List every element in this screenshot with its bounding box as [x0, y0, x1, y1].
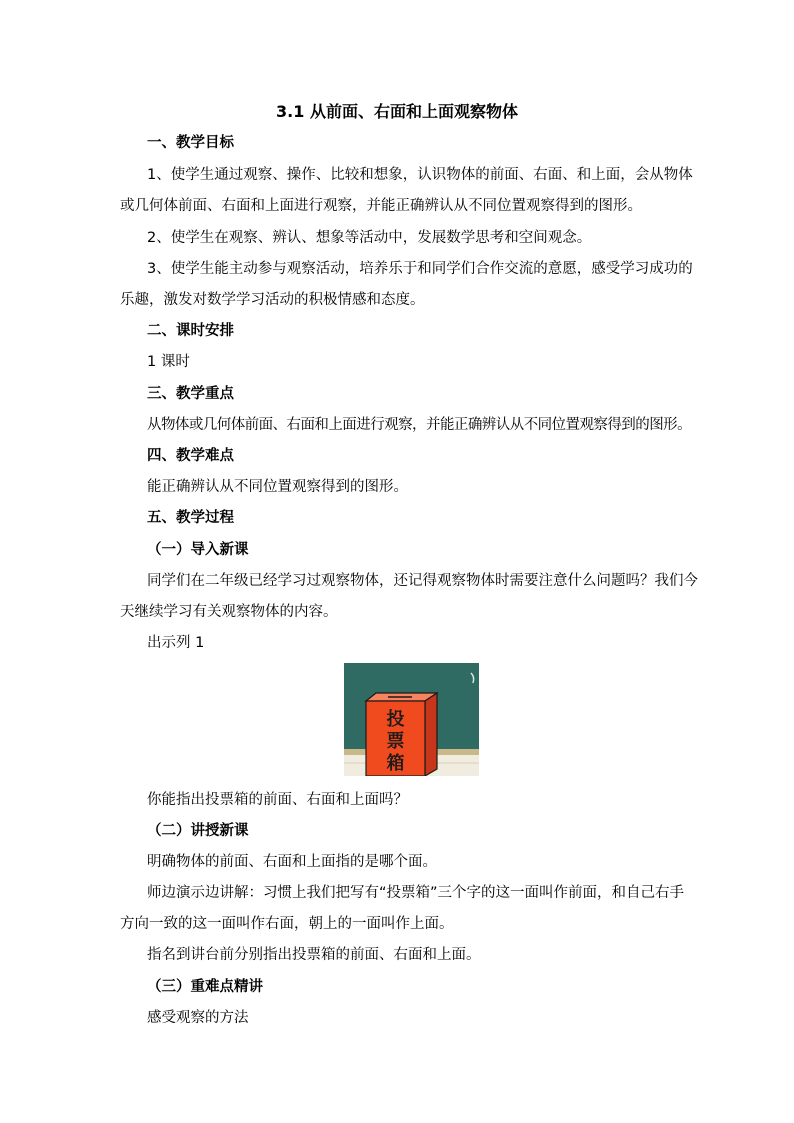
box-char-1: 投 [386, 709, 405, 730]
objective-3-line-1: 3、使学生能主动参与观察活动，培养乐于和同学们合作交流的意愿，感受学习成功的 [147, 261, 693, 277]
new-lesson-paragraph-2-line-2: 方向一致的这一面叫作右面，朝上的一面叫作上面。 [120, 916, 454, 932]
box-char-3: 箱 [386, 753, 405, 774]
difficulties-text: 能正确辨认从不同位置观察得到的图形。 [147, 479, 408, 495]
ballot-box-illustration [344, 663, 479, 776]
figure-question: 你能指出投票箱的前面、右面和上面吗？ [147, 792, 408, 808]
subsection-heading-new-lesson: （二）讲授新课 [147, 823, 249, 839]
schedule-text: 1 课时 [147, 354, 190, 370]
key-points-text: 从物体或几何体前面、右面和上面进行观察，并能正确辨认从不同位置观察得到的图形。 [147, 417, 692, 433]
objective-2: 2、使学生在观察、辨认、想象等活动中，发展数学思考和空间观念。 [147, 230, 592, 246]
new-lesson-paragraph-3: 指名到讲台前分别指出投票箱的前面、右面和上面。 [147, 947, 481, 963]
new-lesson-paragraph-1: 明确物体的前面、右面和上面指的是哪个面。 [147, 854, 437, 870]
section-heading-schedule: 二、课时安排 [147, 323, 234, 339]
section-heading-key-points: 三、教学重点 [147, 386, 234, 402]
page-title: 3.1 从前面、右面和上面观察物体 [276, 102, 518, 121]
intro-paragraph-line-2: 天继续学习有关观察物体的内容。 [120, 604, 338, 620]
example-label: 出示列 1 [147, 635, 205, 651]
box-right-face [425, 693, 437, 776]
key-difficulties-paragraph-1: 感受观察的方法 [147, 1010, 249, 1026]
section-heading-objectives: 一、教学目标 [147, 135, 234, 151]
subsection-heading-key-difficulties: （三）重难点精讲 [147, 979, 263, 995]
subsection-heading-intro: （一）导入新课 [147, 542, 249, 558]
new-lesson-paragraph-2-line-1: 师边演示边讲解：习惯上我们把写有“投票箱”三个字的这一面叫作前面，和自己右手 [147, 885, 685, 901]
objective-1-line-1: 1、使学生通过观察、操作、比较和想象，认识物体的前面、右面、和上面，会从物体 [147, 167, 693, 183]
objective-1-line-2: 或几何体前面、右面和上面进行观察，并能正确辨认从不同位置观察得到的图形。 [120, 198, 642, 214]
section-heading-difficulties: 四、教学难点 [147, 448, 234, 464]
box-char-2: 票 [386, 731, 405, 752]
section-heading-process: 五、教学过程 [147, 510, 234, 526]
objective-3-line-2: 乐趣，激发对数学学习活动的积极情感和态度。 [120, 292, 425, 308]
intro-paragraph-line-1: 同学们在二年级已经学习过观察物体，还记得观察物体时需要注意什么问题吗？我们今 [147, 573, 698, 589]
